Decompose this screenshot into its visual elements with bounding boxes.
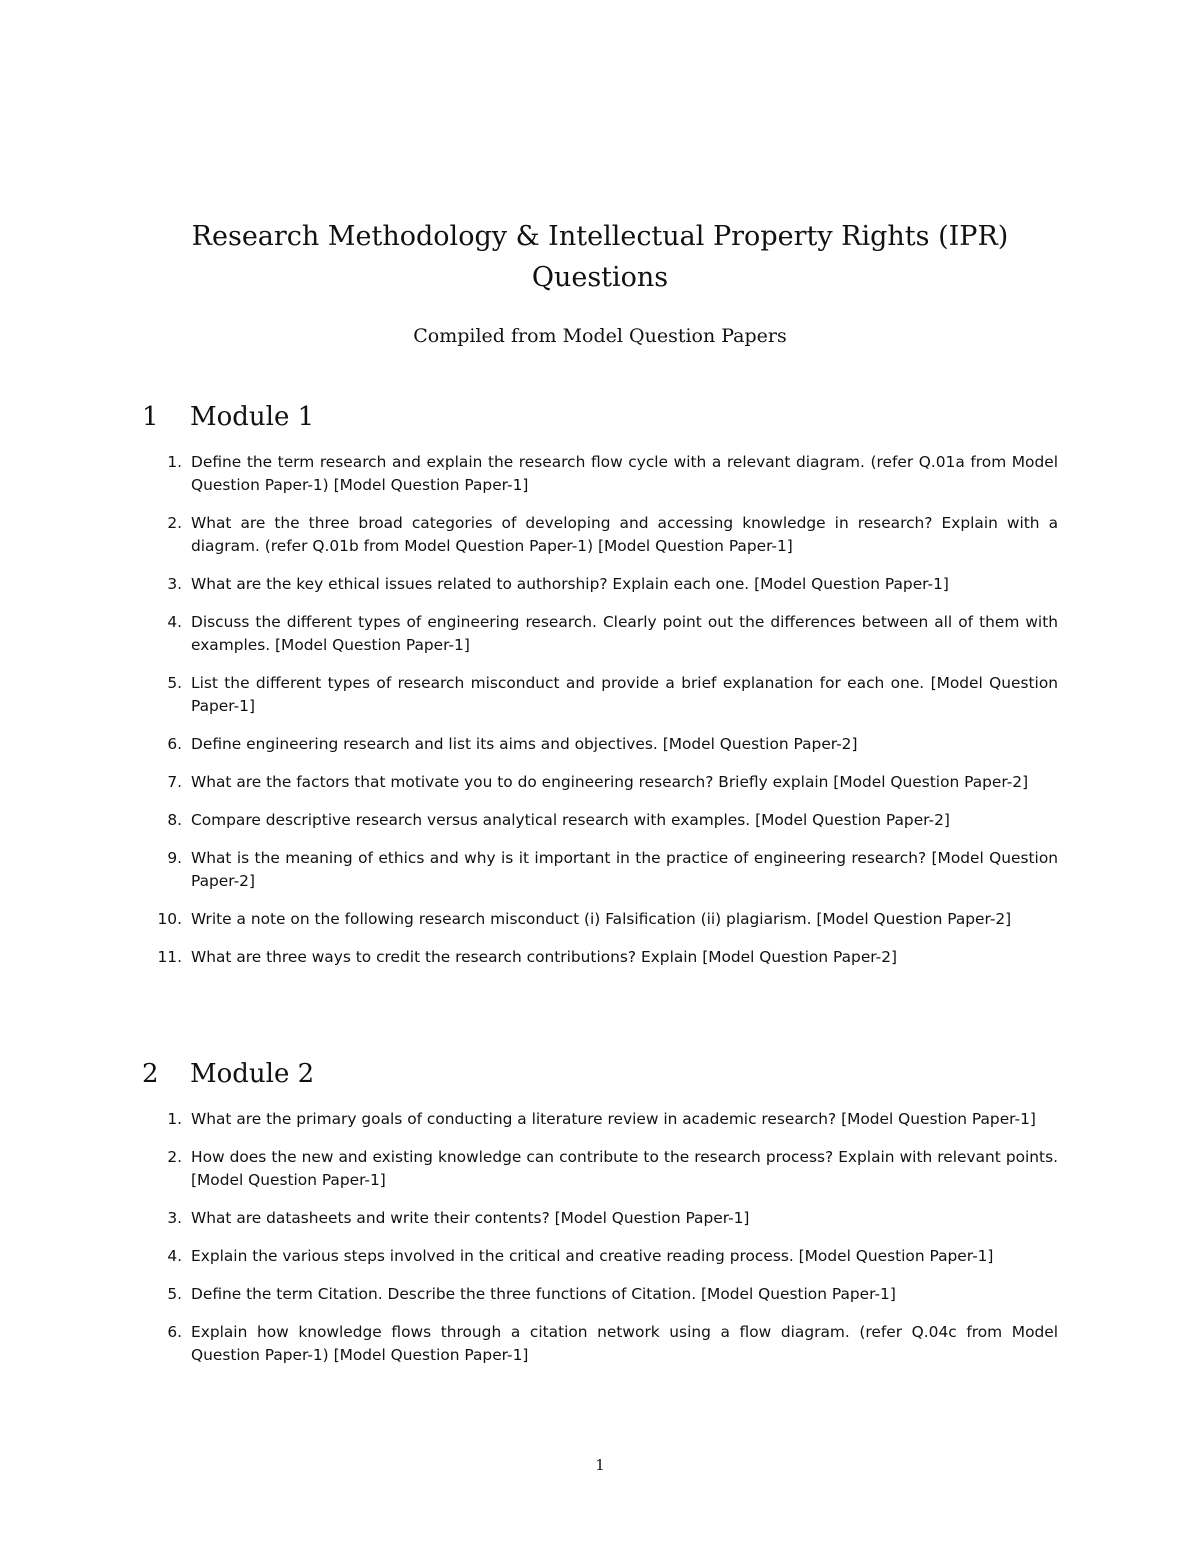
question-text: What are the factors that motivate you to do engineering research? Briefly explain [Model Question Paper-2] [191,773,1029,791]
question-text: Define engineering research and list its aims and objectives. [Model Question Paper-2] [191,735,858,753]
question-number: 4. [167,613,182,631]
question-number: 10. [157,910,182,928]
title-line-1: Research Methodology & Intellectual Property Rights (IPR) [191,221,1009,252]
document-title [100,216,1100,298]
question-number: 8. [167,811,182,829]
list-item [142,1207,1058,1230]
list-item [142,611,1058,657]
question-text: List the different types of research misconduct and provide a brief explanation for each one. [Model Question Paper-1] [191,674,1058,715]
question-number: 9. [167,849,182,867]
question-number: 3. [167,1209,182,1227]
question-text: Define the term research and explain the research flow cycle with a relevant diagram. (refer Q.01a from Model Question Paper-1) [Model Question Paper-1] [191,453,1058,494]
question-text: Explain the various steps involved in the critical and creative reading process. [Model Question Paper-1] [191,1247,994,1265]
question-number: 7. [167,773,182,791]
question-text: What are datasheets and write their contents? [Model Question Paper-1] [191,1209,750,1227]
list-item [142,1321,1058,1367]
module-1-question-list [142,451,1058,984]
list-item [142,512,1058,558]
question-text: What are the primary goals of conducting a literature review in academic research? [Model Question Paper-1] [191,1110,1036,1128]
list-item [142,809,1058,832]
list-item [142,573,1058,596]
list-item [142,847,1058,893]
list-item [142,1146,1058,1192]
list-item [142,672,1058,718]
question-text: How does the new and existing knowledge can contribute to the research process? Explain with relevant points. [Model Question Paper-1] [191,1148,1058,1189]
question-number: 2. [167,1148,182,1166]
list-item [142,1108,1058,1131]
list-item [142,946,1058,969]
document-subtitle: Compiled from Model Question Papers [413,325,787,347]
question-text: Compare descriptive research versus analytical research with examples. [Model Question Paper-2] [191,811,950,829]
section-title: Module 1 [190,402,315,432]
page-number: 1 [595,1456,605,1474]
question-text: Discuss the different types of engineering research. Clearly point out the differences between all of them with examples. [Model Question Paper-1] [191,613,1058,654]
question-text: Write a note on the following research misconduct (i) Falsification (ii) plagiarism. [Model Question Paper-2] [191,910,1012,928]
section-title: Module 2 [190,1059,315,1089]
list-item [142,771,1058,794]
module-2-question-list [142,1108,1058,1382]
question-text: Explain how knowledge flows through a citation network using a flow diagram. (refer Q.04c from Model Question Paper-1) [Model Question Paper-1] [191,1323,1058,1364]
question-number: 11. [157,948,182,966]
question-text: Define the term Citation. Describe the three functions of Citation. [Model Question Paper-1] [191,1285,896,1303]
list-item [142,733,1058,756]
question-number: 6. [167,1323,182,1341]
section-number: 1 [142,402,159,432]
question-number: 1. [167,453,182,471]
list-item [142,451,1058,497]
question-number: 5. [167,1285,182,1303]
question-number: 2. [167,514,182,532]
question-number: 1. [167,1110,182,1128]
list-item [142,1283,1058,1306]
question-text: What are three ways to credit the research contributions? Explain [Model Question Paper-2] [191,948,897,966]
section-heading-module-1 [142,400,314,434]
question-text: What are the key ethical issues related to authorship? Explain each one. [Model Question Paper-1] [191,575,949,593]
section-number: 2 [142,1059,159,1089]
question-text: What are the three broad categories of developing and accessing knowledge in research? Explain with a diagram. (refer Q.01b from Model Question Paper-1) [Model Question Paper-1] [191,514,1058,555]
title-line-2: Questions [531,262,669,293]
question-number: 5. [167,674,182,692]
list-item [142,908,1058,931]
question-number: 4. [167,1247,182,1265]
section-heading-module-2 [142,1057,314,1091]
question-number: 3. [167,575,182,593]
question-number: 6. [167,735,182,753]
list-item [142,1245,1058,1268]
question-text: What is the meaning of ethics and why is it important in the practice of engineering research? [Model Question Paper-2] [191,849,1058,890]
